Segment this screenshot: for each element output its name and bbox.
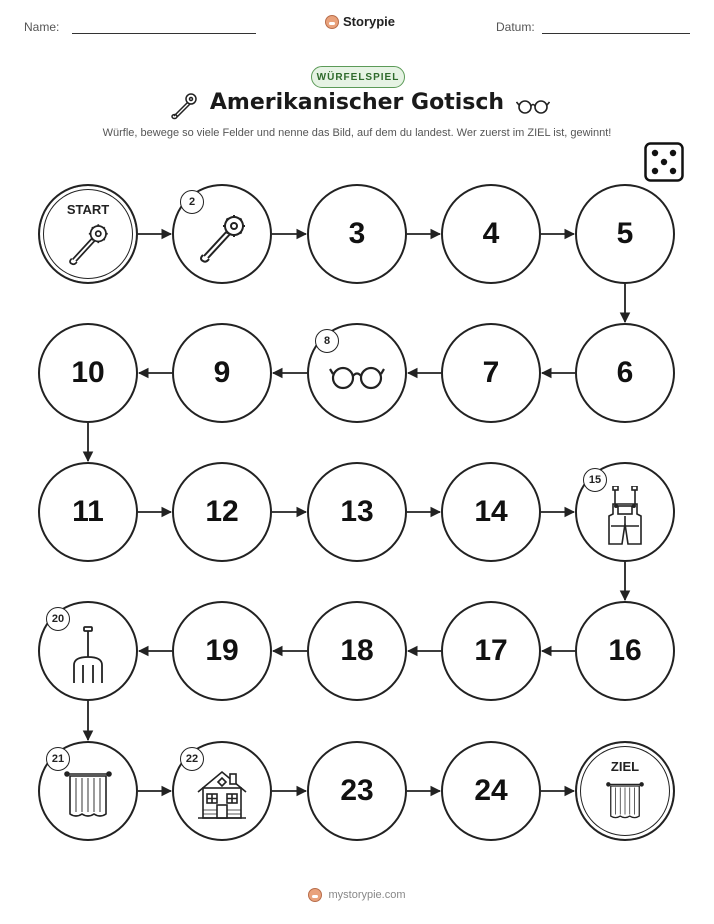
- board-space-8: [307, 323, 407, 423]
- board-space-2: [172, 184, 272, 284]
- space-number: 7: [482, 356, 500, 389]
- space-number: 3: [348, 217, 366, 250]
- space-number: 4: [482, 217, 500, 250]
- safety-pin-icon: [64, 220, 112, 273]
- board-space-3: [307, 184, 407, 284]
- board-space-24: [441, 741, 541, 841]
- board-space-9: [172, 323, 272, 423]
- space-number: 24: [474, 774, 508, 807]
- space-number: 10: [71, 356, 105, 389]
- board-space-15: [575, 462, 675, 562]
- space-number: 5: [616, 217, 634, 250]
- space-number: 11: [72, 495, 104, 528]
- space-number: 19: [205, 634, 239, 667]
- finish-label: ZIEL: [610, 759, 640, 774]
- board-space-23: [307, 741, 407, 841]
- instructions: Würfle, bewege so viele Felder und nenne das Bild, auf dem du landest. Wer zuerst im ZIEL ist, gewinnt!: [102, 127, 612, 139]
- space-number-tag: 15: [583, 468, 607, 492]
- board-space-22: [172, 741, 272, 841]
- board-space-5: [575, 184, 675, 284]
- space-number: 9: [213, 356, 231, 389]
- board-space-20: [38, 601, 138, 701]
- space-number: 17: [474, 634, 508, 667]
- page-title: Amerikanischer Gotisch: [209, 90, 505, 115]
- brand-name: Storypie: [343, 14, 396, 29]
- space-number: 13: [340, 495, 374, 528]
- footer-url[interactable]: mystorypie.com: [328, 889, 406, 901]
- space-number: 23: [340, 774, 374, 807]
- space-number-tag: 8: [315, 329, 339, 353]
- space-number-tag: 21: [46, 747, 70, 771]
- footer: [0, 888, 714, 902]
- board-space-7: [441, 323, 541, 423]
- safety-pin-icon: [194, 210, 250, 271]
- round-glasses-icon: [329, 362, 385, 397]
- date-label: Datum:: [496, 20, 535, 34]
- board-space-12: [172, 462, 272, 562]
- curtain-icon: [64, 770, 112, 825]
- board-space-21: [38, 741, 138, 841]
- space-number: 16: [608, 634, 642, 667]
- space-number: 6: [616, 356, 634, 389]
- space-number: 12: [205, 495, 239, 528]
- name-label: Name:: [24, 20, 60, 34]
- board-space-13: [307, 462, 407, 562]
- board-space-6: [575, 323, 675, 423]
- space-number: 14: [474, 495, 508, 528]
- space-number-tag: 2: [180, 190, 204, 214]
- start-label: START: [66, 202, 110, 217]
- farmhouse-icon: [194, 768, 250, 827]
- board-space-16: [575, 601, 675, 701]
- space-number: 18: [340, 634, 374, 667]
- bear-logo-icon: [308, 888, 322, 902]
- overalls-icon: [603, 486, 647, 551]
- board-space-14: [441, 462, 541, 562]
- board-space-4: [441, 184, 541, 284]
- space-number-tag: 20: [46, 607, 70, 631]
- board-space-10: [38, 323, 138, 423]
- board-space-11: [38, 462, 138, 562]
- game-type-badge: WÜRFELSPIEL: [311, 66, 405, 88]
- start-space: [38, 184, 138, 284]
- board-space-19: [172, 601, 272, 701]
- finish-space: [575, 741, 675, 841]
- curtain-icon: [606, 781, 644, 826]
- space-number-tag: 22: [180, 747, 204, 771]
- pitchfork-icon: [68, 625, 108, 690]
- board-space-17: [441, 601, 541, 701]
- board-space-18: [307, 601, 407, 701]
